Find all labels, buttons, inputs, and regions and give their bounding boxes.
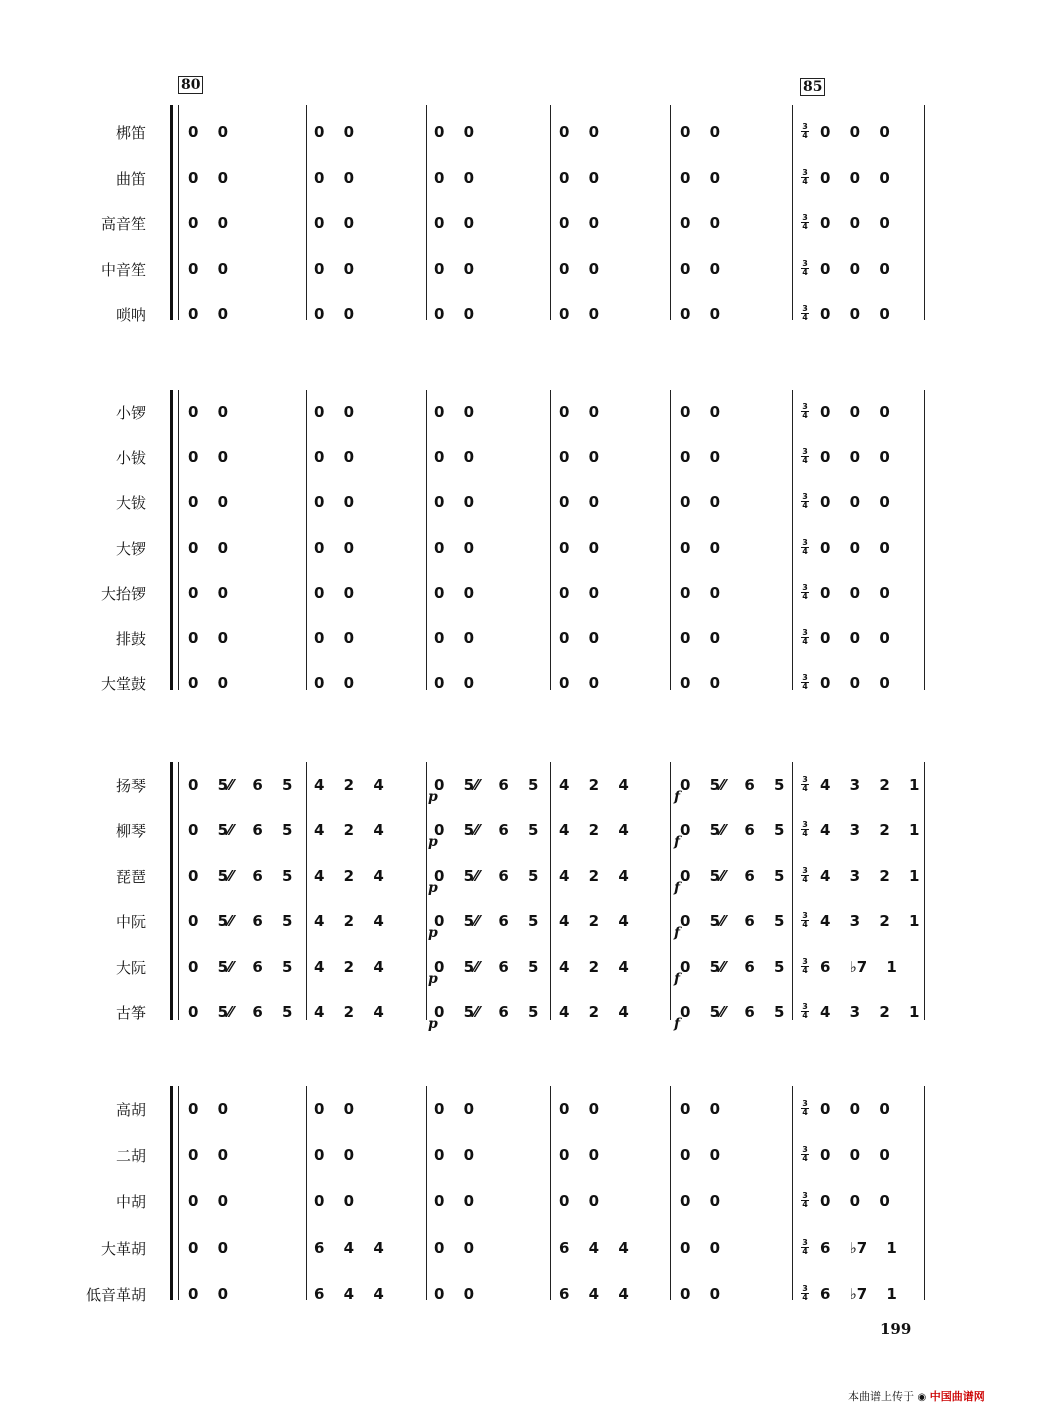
measure-cell: 4 2 4 bbox=[314, 776, 384, 794]
time-signature bbox=[801, 1146, 809, 1163]
measure-cell: 6 ♭7 1 bbox=[820, 957, 897, 976]
time-sig-top: 3 bbox=[802, 1283, 808, 1293]
instrument-label: 排鼓 bbox=[115, 630, 146, 648]
measure-cell: 0 0 bbox=[680, 674, 721, 693]
instrument-label: 唢呐 bbox=[115, 306, 146, 324]
measure-cell: 0 0 bbox=[314, 583, 355, 602]
measure-cell: 0 0 bbox=[188, 214, 229, 232]
rehearsal-mark-80: 80 bbox=[178, 76, 203, 94]
measure-cell: 0 0 0 bbox=[820, 583, 890, 602]
measure-cell: 4 2 4 bbox=[559, 866, 629, 885]
measure-cell: 0 0 bbox=[680, 1284, 721, 1303]
barline-winds-2 bbox=[426, 105, 427, 320]
measure-cell: 0 0 bbox=[559, 305, 600, 323]
measure-cell: 0 0 bbox=[434, 1238, 475, 1257]
measure-cell: 0 0 bbox=[680, 629, 721, 647]
time-sig-top: 3 bbox=[802, 865, 808, 875]
time-signature bbox=[801, 821, 809, 838]
time-sig-bottom: 4 bbox=[802, 267, 808, 277]
barline-winds-1 bbox=[306, 105, 307, 320]
time-sig-bottom: 4 bbox=[802, 784, 808, 793]
dynamic-f: f bbox=[674, 834, 681, 851]
measure-cell: 0 5⁄⁄ 6 5 bbox=[680, 957, 785, 976]
measure-cell: 0 0 0 bbox=[820, 1146, 890, 1165]
measure-cell: 4 3 2 1 bbox=[820, 912, 920, 931]
measure-cell: 0 0 bbox=[188, 1192, 229, 1211]
measure-cell: 0 5⁄⁄ 6 5 bbox=[188, 957, 293, 976]
measure-cell: 0 0 bbox=[434, 1192, 475, 1211]
barline-winds-6 bbox=[924, 105, 925, 320]
time-sig-bottom: 4 bbox=[802, 874, 808, 884]
time-sig-top: 3 bbox=[802, 402, 808, 411]
time-sig-bottom: 4 bbox=[802, 920, 808, 930]
barline-bowed-4 bbox=[670, 1086, 671, 1300]
measure-cell: 0 5⁄⁄ 6 5 bbox=[188, 1003, 293, 1021]
measure-cell: 0 0 0 bbox=[820, 674, 890, 693]
time-sig-top: 3 bbox=[802, 537, 808, 547]
measure-cell: 0 0 bbox=[559, 214, 600, 232]
time-signature bbox=[801, 214, 809, 231]
time-sig-top: 3 bbox=[802, 1099, 808, 1108]
measure-cell: 0 0 bbox=[188, 629, 229, 647]
measure-cell: 0 0 bbox=[680, 168, 721, 187]
barline-bowed-0 bbox=[178, 1086, 179, 1300]
instrument-label: 小钹 bbox=[115, 449, 146, 468]
measure-cell: 0 0 bbox=[434, 403, 475, 421]
time-sig-bottom: 4 bbox=[802, 546, 808, 556]
footer-logo-icon: ◉ bbox=[917, 1392, 927, 1403]
time-signature bbox=[801, 493, 809, 510]
time-sig-bottom: 4 bbox=[802, 1011, 808, 1020]
instrument-label: 大钹 bbox=[115, 494, 146, 513]
measure-cell: 4 2 4 bbox=[314, 912, 384, 931]
measure-cell: 0 0 bbox=[680, 1146, 721, 1165]
measure-cell: 0 0 bbox=[188, 403, 229, 421]
measure-cell: 0 0 bbox=[559, 123, 600, 141]
measure-cell: 4 2 4 bbox=[559, 1003, 629, 1021]
measure-cell: 0 0 bbox=[559, 538, 600, 557]
measure-cell: 6 ♭7 1 bbox=[820, 1238, 897, 1257]
barline-plucked-6 bbox=[924, 762, 925, 1020]
measure-cell: 0 0 bbox=[188, 168, 229, 187]
measure-cell: 0 0 0 bbox=[820, 1192, 890, 1211]
measure-cell: 0 0 bbox=[314, 305, 355, 323]
measure-cell: 0 0 bbox=[559, 448, 600, 467]
measure-cell: 0 0 bbox=[314, 403, 355, 421]
barline-percussion-3 bbox=[550, 390, 551, 690]
measure-cell: 0 0 bbox=[434, 538, 475, 557]
measure-cell: 0 0 bbox=[188, 538, 229, 557]
measure-cell: 0 0 0 bbox=[820, 123, 890, 141]
time-sig-bottom: 4 bbox=[802, 829, 808, 839]
measure-cell: 0 0 bbox=[434, 123, 475, 141]
time-sig-top: 3 bbox=[802, 628, 808, 637]
measure-cell: 4 2 4 bbox=[314, 821, 384, 840]
measure-cell: 0 0 bbox=[559, 168, 600, 187]
measure-cell: 0 5⁄⁄ 6 5 bbox=[680, 866, 785, 885]
time-signature bbox=[801, 776, 809, 793]
time-sig-top: 3 bbox=[802, 775, 808, 784]
measure-cell: 4 2 4 bbox=[314, 1003, 384, 1021]
measure-cell: 0 0 bbox=[680, 1238, 721, 1257]
measure-cell: 0 0 bbox=[680, 448, 721, 467]
barline-percussion-4 bbox=[670, 390, 671, 690]
time-sig-bottom: 4 bbox=[802, 1200, 808, 1210]
measure-cell: 0 5⁄⁄ 6 5 bbox=[434, 776, 539, 794]
time-signature bbox=[801, 674, 809, 691]
measure-cell: 0 5⁄⁄ 6 5 bbox=[680, 776, 785, 794]
measure-cell: 0 0 bbox=[680, 1100, 721, 1118]
measure-cell: 0 0 bbox=[314, 538, 355, 557]
dynamic-p: p bbox=[428, 834, 438, 851]
measure-cell: 0 0 0 bbox=[820, 493, 890, 512]
time-sig-top: 3 bbox=[802, 582, 808, 592]
time-sig-bottom: 4 bbox=[802, 176, 808, 186]
measure-cell: 0 0 bbox=[314, 674, 355, 693]
barline-bowed-2 bbox=[426, 1086, 427, 1300]
measure-cell: 0 0 bbox=[559, 629, 600, 647]
measure-cell: 0 0 bbox=[188, 448, 229, 467]
time-sig-top: 3 bbox=[802, 1237, 808, 1247]
time-sig-top: 3 bbox=[802, 167, 808, 177]
measure-cell: 0 0 bbox=[434, 259, 475, 278]
instrument-label: 梆笛 bbox=[115, 124, 146, 142]
measure-cell: 0 0 bbox=[680, 305, 721, 323]
measure-cell: 4 3 2 1 bbox=[820, 1003, 920, 1021]
measure-cell: 0 0 bbox=[314, 1146, 355, 1165]
measure-cell: 0 0 bbox=[314, 259, 355, 278]
measure-cell: 0 0 bbox=[680, 403, 721, 421]
barline-winds-3 bbox=[550, 105, 551, 320]
time-sig-top: 3 bbox=[802, 447, 808, 457]
rehearsal-mark-85: 85 bbox=[800, 78, 825, 96]
instrument-label: 扬琴 bbox=[115, 777, 146, 795]
measure-cell: 4 2 4 bbox=[314, 957, 384, 976]
measure-cell: 6 4 4 bbox=[559, 1238, 629, 1257]
time-sig-bottom: 4 bbox=[802, 456, 808, 466]
measure-cell: 4 2 4 bbox=[314, 866, 384, 885]
measure-cell: 0 0 bbox=[314, 1100, 355, 1118]
instrument-label: 小锣 bbox=[115, 404, 146, 422]
barline-plucked-5 bbox=[792, 762, 793, 1020]
instrument-label: 高胡 bbox=[115, 1101, 146, 1119]
barline-percussion-0 bbox=[178, 390, 179, 690]
measure-cell: 0 0 bbox=[680, 214, 721, 232]
instrument-label: 大堂鼓 bbox=[100, 675, 146, 694]
time-sig-top: 3 bbox=[802, 956, 808, 966]
brace-bowed bbox=[170, 1086, 183, 1300]
measure-cell: 0 0 bbox=[434, 448, 475, 467]
brace-winds bbox=[170, 105, 183, 320]
measure-cell: 0 5⁄⁄ 6 5 bbox=[680, 821, 785, 840]
measure-cell: 0 5⁄⁄ 6 5 bbox=[680, 912, 785, 931]
measure-cell: 0 0 bbox=[559, 1100, 600, 1118]
time-sig-bottom: 4 bbox=[802, 1246, 808, 1256]
barline-plucked-0 bbox=[178, 762, 179, 1020]
dynamic-p: p bbox=[428, 1016, 438, 1032]
measure-cell: 0 0 bbox=[314, 493, 355, 512]
barline-percussion-2 bbox=[426, 390, 427, 690]
time-signature bbox=[801, 1239, 809, 1256]
dynamic-f: f bbox=[674, 789, 681, 805]
measure-cell: 0 0 0 bbox=[820, 403, 890, 421]
measure-cell: 0 0 bbox=[559, 674, 600, 693]
time-sig-bottom: 4 bbox=[802, 1154, 808, 1164]
time-signature bbox=[801, 912, 809, 929]
time-sig-top: 3 bbox=[802, 213, 808, 222]
time-signature bbox=[801, 403, 809, 420]
measure-cell: 6 4 4 bbox=[314, 1238, 384, 1257]
page-number: 199 bbox=[880, 1320, 912, 1338]
time-signature bbox=[801, 1285, 809, 1302]
barline-percussion-1 bbox=[306, 390, 307, 690]
time-signature bbox=[801, 305, 809, 322]
measure-cell: 4 2 4 bbox=[559, 957, 629, 976]
measure-cell: 0 0 bbox=[434, 1100, 475, 1118]
barline-plucked-3 bbox=[550, 762, 551, 1020]
measure-cell: 0 0 0 bbox=[820, 1100, 890, 1118]
time-sig-bottom: 4 bbox=[802, 591, 808, 601]
measure-cell: 0 0 bbox=[188, 1100, 229, 1118]
time-sig-bottom: 4 bbox=[802, 637, 808, 646]
measure-cell: 0 0 0 bbox=[820, 214, 890, 232]
measure-cell: 0 0 bbox=[314, 168, 355, 187]
time-signature bbox=[801, 1100, 809, 1117]
measure-cell: 0 0 bbox=[188, 1146, 229, 1165]
time-signature bbox=[801, 1003, 809, 1020]
time-sig-top: 3 bbox=[802, 911, 808, 921]
instrument-label: 中阮 bbox=[115, 913, 146, 932]
time-sig-top: 3 bbox=[802, 1191, 808, 1201]
measure-cell: 6 4 4 bbox=[559, 1284, 629, 1303]
footer-brand[interactable]: 中国曲谱网 bbox=[929, 1390, 985, 1403]
dynamic-f: f bbox=[674, 970, 681, 987]
measure-cell: 0 0 bbox=[434, 168, 475, 187]
measure-cell: 0 5⁄⁄ 6 5 bbox=[434, 957, 539, 976]
time-sig-top: 3 bbox=[802, 492, 808, 502]
measure-cell: 0 0 bbox=[314, 448, 355, 467]
time-sig-bottom: 4 bbox=[802, 1108, 808, 1117]
measure-cell: 4 3 2 1 bbox=[820, 866, 920, 885]
measure-cell: 0 0 bbox=[680, 493, 721, 512]
measure-cell: 0 0 bbox=[680, 259, 721, 278]
measure-cell: 0 0 bbox=[559, 403, 600, 421]
measure-cell: 0 0 bbox=[188, 493, 229, 512]
brace-plucked bbox=[170, 762, 183, 1020]
measure-cell: 0 0 bbox=[314, 1192, 355, 1211]
measure-cell: 0 5⁄⁄ 6 5 bbox=[434, 1003, 539, 1021]
measure-cell: 6 4 4 bbox=[314, 1284, 384, 1303]
measure-cell: 0 0 0 bbox=[820, 305, 890, 323]
measure-cell: 4 3 2 1 bbox=[820, 776, 920, 794]
measure-cell: 0 0 bbox=[188, 674, 229, 693]
barline-winds-0 bbox=[178, 105, 179, 320]
time-sig-top: 3 bbox=[802, 258, 808, 268]
time-sig-top: 3 bbox=[802, 1002, 808, 1011]
measure-cell: 0 5⁄⁄ 6 5 bbox=[680, 1003, 785, 1021]
measure-cell: 0 0 0 bbox=[820, 448, 890, 467]
time-sig-bottom: 4 bbox=[802, 1292, 808, 1302]
measure-cell: 0 5⁄⁄ 6 5 bbox=[434, 821, 539, 840]
measure-cell: 0 0 bbox=[434, 493, 475, 512]
instrument-label: 中音笙 bbox=[100, 260, 146, 279]
measure-cell: 0 0 0 bbox=[820, 538, 890, 557]
instrument-label: 大革胡 bbox=[100, 1239, 146, 1258]
measure-cell: 0 0 bbox=[314, 123, 355, 141]
time-sig-bottom: 4 bbox=[802, 965, 808, 975]
measure-cell: 0 0 bbox=[434, 1146, 475, 1165]
barline-bowed-5 bbox=[792, 1086, 793, 1300]
measure-cell: 0 5⁄⁄ 6 5 bbox=[188, 821, 293, 840]
barline-winds-4 bbox=[670, 105, 671, 320]
measure-cell: 0 0 bbox=[680, 538, 721, 557]
measure-cell: 0 0 bbox=[559, 259, 600, 278]
measure-cell: 0 0 bbox=[434, 583, 475, 602]
dynamic-p: p bbox=[428, 970, 438, 987]
barline-plucked-1 bbox=[306, 762, 307, 1020]
measure-cell: 4 2 4 bbox=[559, 821, 629, 840]
time-sig-bottom: 4 bbox=[802, 222, 808, 231]
measure-cell: 0 0 bbox=[559, 583, 600, 602]
dynamic-f: f bbox=[674, 879, 681, 896]
time-signature bbox=[801, 123, 809, 140]
measure-cell: 4 2 4 bbox=[559, 912, 629, 931]
barline-percussion-5 bbox=[792, 390, 793, 690]
dynamic-f: f bbox=[674, 925, 681, 942]
time-sig-bottom: 4 bbox=[802, 313, 808, 322]
measure-cell: 0 0 bbox=[188, 1238, 229, 1257]
measure-cell: 0 5⁄⁄ 6 5 bbox=[188, 776, 293, 794]
time-signature bbox=[801, 1192, 809, 1209]
dynamic-p: p bbox=[428, 925, 438, 942]
time-sig-bottom: 4 bbox=[802, 411, 808, 420]
measure-cell: 4 2 4 bbox=[559, 776, 629, 794]
measure-cell: 0 0 0 bbox=[820, 259, 890, 278]
time-sig-top: 3 bbox=[802, 122, 808, 131]
time-signature bbox=[801, 448, 809, 465]
measure-cell: 0 0 bbox=[559, 493, 600, 512]
measure-cell: 0 0 bbox=[188, 305, 229, 323]
measure-cell: 0 0 bbox=[314, 214, 355, 232]
measure-cell: 0 0 bbox=[680, 583, 721, 602]
instrument-label: 中胡 bbox=[115, 1193, 146, 1212]
measure-cell: 0 0 bbox=[559, 1146, 600, 1165]
barline-percussion-6 bbox=[924, 390, 925, 690]
measure-cell: 0 0 bbox=[188, 259, 229, 278]
measure-cell: 0 0 bbox=[434, 629, 475, 647]
barline-plucked-2 bbox=[426, 762, 427, 1020]
time-signature bbox=[801, 169, 809, 186]
measure-cell: 0 0 bbox=[434, 674, 475, 693]
measure-cell: 0 0 bbox=[434, 305, 475, 323]
measure-cell: 0 0 bbox=[188, 583, 229, 602]
time-sig-top: 3 bbox=[802, 1145, 808, 1155]
time-signature bbox=[801, 629, 809, 646]
instrument-label: 低音革胡 bbox=[85, 1285, 146, 1304]
instrument-label: 二胡 bbox=[115, 1147, 146, 1166]
time-signature bbox=[801, 260, 809, 277]
instrument-label: 大阮 bbox=[115, 958, 146, 977]
measure-cell: 0 0 bbox=[680, 123, 721, 141]
instrument-label: 高音笙 bbox=[100, 215, 146, 233]
time-signature bbox=[801, 539, 809, 556]
footer-credit bbox=[848, 1388, 985, 1404]
measure-cell: 0 0 bbox=[559, 1192, 600, 1211]
dynamic-p: p bbox=[428, 789, 438, 805]
measure-cell: 0 0 bbox=[434, 214, 475, 232]
instrument-label: 曲笛 bbox=[115, 169, 146, 188]
barline-plucked-4 bbox=[670, 762, 671, 1020]
time-sig-top: 3 bbox=[802, 304, 808, 313]
time-signature bbox=[801, 958, 809, 975]
instrument-label: 柳琴 bbox=[115, 822, 146, 841]
measure-cell: 0 0 bbox=[188, 123, 229, 141]
dynamic-p: p bbox=[428, 879, 438, 896]
measure-cell: 0 0 0 bbox=[820, 629, 890, 647]
measure-cell: 6 ♭7 1 bbox=[820, 1284, 897, 1303]
measure-cell: 0 5⁄⁄ 6 5 bbox=[434, 866, 539, 885]
instrument-label: 大抬锣 bbox=[100, 584, 146, 603]
measure-cell: 0 0 bbox=[314, 629, 355, 647]
measure-cell: 0 5⁄⁄ 6 5 bbox=[188, 866, 293, 885]
barline-bowed-3 bbox=[550, 1086, 551, 1300]
time-sig-bottom: 4 bbox=[802, 501, 808, 511]
barline-bowed-1 bbox=[306, 1086, 307, 1300]
measure-cell: 0 5⁄⁄ 6 5 bbox=[434, 912, 539, 931]
time-sig-top: 3 bbox=[802, 673, 808, 683]
time-sig-top: 3 bbox=[802, 820, 808, 830]
instrument-label: 大锣 bbox=[115, 539, 146, 558]
barline-bowed-6 bbox=[924, 1086, 925, 1300]
time-signature bbox=[801, 867, 809, 884]
measure-cell: 0 0 0 bbox=[820, 168, 890, 187]
time-sig-bottom: 4 bbox=[802, 131, 808, 140]
measure-cell: 0 0 bbox=[680, 1192, 721, 1211]
footer-prefix: 本曲谱上传于 bbox=[848, 1390, 914, 1403]
measure-cell: 0 5⁄⁄ 6 5 bbox=[188, 912, 293, 931]
brace-percussion bbox=[170, 390, 183, 690]
instrument-label: 琵琶 bbox=[115, 867, 146, 886]
barline-winds-5 bbox=[792, 105, 793, 320]
measure-cell: 4 3 2 1 bbox=[820, 821, 920, 840]
dynamic-f: f bbox=[674, 1016, 681, 1032]
measure-cell: 0 0 bbox=[434, 1284, 475, 1303]
measure-cell: 0 0 bbox=[188, 1284, 229, 1303]
instrument-label: 古筝 bbox=[115, 1004, 146, 1022]
time-signature bbox=[801, 584, 809, 601]
time-sig-bottom: 4 bbox=[802, 682, 808, 692]
